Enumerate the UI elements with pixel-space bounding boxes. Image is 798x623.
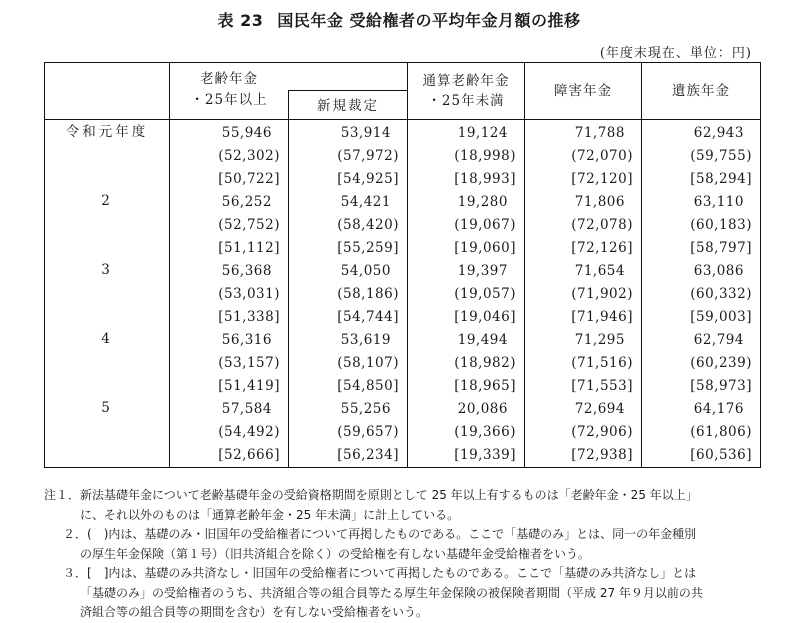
cell-tsusan-kiso-no-kyosai: [19,060] xyxy=(454,240,516,256)
cell-tsusan-all: 19,280 xyxy=(457,194,508,210)
cell-survivor-kiso-no-kyosai: [58,973] xyxy=(690,378,752,394)
cell-disability-kiso-no-kyosai: [72,120] xyxy=(571,171,633,187)
unit-note: (年度末現在、単位：円) xyxy=(599,46,752,61)
cell-disability-all: 72,694 xyxy=(574,401,625,417)
cell-disability-kiso-only: (72,070) xyxy=(571,148,633,164)
cell-survivor-all: 64,176 xyxy=(693,401,744,417)
survivor-column xyxy=(642,120,761,468)
footnote-text: 新法基礎年金について老齢基礎年金の受給資格期間を原則として 25 年以上有するものは「老齢年金・25 年以上」 xyxy=(80,488,698,502)
footnote-line xyxy=(44,525,774,545)
cell-survivor-kiso-only: (60,239) xyxy=(690,355,752,371)
cell-old-age-all: 55,946 xyxy=(221,125,272,141)
cell-new-award-kiso-no-kyosai: [54,925] xyxy=(337,171,399,187)
footnote-line xyxy=(44,584,774,604)
cell-survivor-kiso-only: (59,755) xyxy=(690,148,752,164)
year-label: 4 xyxy=(101,331,113,347)
disability-column xyxy=(525,120,642,468)
cell-old-age-all: 56,252 xyxy=(221,194,272,210)
table-number: 表 23 xyxy=(217,11,264,30)
header-old-age-line2: ・25年以上 xyxy=(190,92,268,108)
cell-new-award-kiso-only: (59,657) xyxy=(337,424,399,440)
cell-tsusan-all: 19,494 xyxy=(457,332,508,348)
cell-new-award-kiso-no-kyosai: [55,259] xyxy=(337,240,399,256)
cell-disability-kiso-only: (72,906) xyxy=(571,424,633,440)
cell-old-age-kiso-no-kyosai: [50,722] xyxy=(218,171,280,187)
header-tsusan-line2: ・25年未満 xyxy=(427,93,505,109)
header-disability: 障害年金 xyxy=(525,63,642,120)
footnote-text: [ ]内は、基礎のみ共済なし・旧国年の受給権者について再掲したものである。ここで「基礎のみ共済なし」とは xyxy=(87,566,697,580)
cell-disability-kiso-no-kyosai: [72,938] xyxy=(571,447,633,463)
cell-new-award-kiso-only: (58,107) xyxy=(337,355,399,371)
header-row xyxy=(45,63,761,120)
cell-survivor-all: 62,943 xyxy=(693,125,744,141)
header-old-age xyxy=(170,63,408,120)
cell-survivor-all: 63,086 xyxy=(693,263,744,279)
cell-survivor-kiso-no-kyosai: [59,003] xyxy=(690,309,752,325)
year-label: 5 xyxy=(101,400,113,416)
footnote-line xyxy=(44,603,774,623)
cell-disability-kiso-only: (71,902) xyxy=(571,286,633,302)
cell-disability-all: 71,295 xyxy=(574,332,625,348)
header-tsusan-line1: 通算老齢年金 xyxy=(422,73,510,89)
year-column xyxy=(45,120,170,468)
cell-old-age-all: 56,368 xyxy=(221,263,272,279)
cell-new-award-kiso-only: (58,420) xyxy=(337,217,399,233)
cell-new-award-kiso-no-kyosai: [54,744] xyxy=(337,309,399,325)
cell-tsusan-kiso-only: (18,998) xyxy=(454,148,516,164)
cell-disability-all: 71,806 xyxy=(574,194,625,210)
footnote-label: ２． xyxy=(63,527,88,541)
cell-new-award-kiso-only: (58,186) xyxy=(337,286,399,302)
cell-old-age-kiso-only: (53,157) xyxy=(218,355,280,371)
cell-old-age-kiso-only: (53,031) xyxy=(218,286,280,302)
cell-old-age-kiso-no-kyosai: [51,112] xyxy=(218,240,280,256)
cell-old-age-kiso-no-kyosai: [51,338] xyxy=(218,309,280,325)
cell-old-age-kiso-only: (52,302) xyxy=(218,148,280,164)
header-year xyxy=(45,63,170,120)
header-old-age-line1: 老齢年金 xyxy=(200,71,258,87)
body-row xyxy=(45,120,761,468)
footnote-text: 済組合等の組合員等の期間を含む）を有しない受給権者をいう。 xyxy=(80,605,429,619)
cell-tsusan-all: 19,124 xyxy=(457,125,508,141)
footnote-line xyxy=(44,545,774,565)
footnote-line xyxy=(44,564,774,584)
footnote-text: に、それ以外のものは「通算老齢年金・25 年未満」に計上している。 xyxy=(80,507,460,522)
cell-tsusan-kiso-only: (18,982) xyxy=(454,355,516,371)
cell-new-award-all: 53,914 xyxy=(340,125,391,141)
footnote-text: 「基礎のみ」の受給権者のうち、共済組合等の組合員等たる厚生年金保険の被保険者期間（平成 27 年９月以前の共 xyxy=(80,585,703,600)
footnote-label: ３． xyxy=(63,566,88,580)
footnote-line xyxy=(44,506,774,526)
header-tsusan xyxy=(408,63,525,120)
pension-table xyxy=(44,62,761,468)
cell-disability-kiso-only: (71,516) xyxy=(571,355,633,371)
cell-survivor-kiso-only: (61,806) xyxy=(690,424,752,440)
cell-old-age-all: 57,584 xyxy=(221,401,272,417)
cell-tsusan-kiso-only: (19,366) xyxy=(454,424,516,440)
tsusan-column xyxy=(408,120,525,468)
cell-new-award-all: 54,421 xyxy=(340,194,391,210)
table-title-text: 国民年金 受給権者の平均年金月額の推移 xyxy=(277,11,581,30)
header-survivor: 遺族年金 xyxy=(642,63,761,120)
cell-old-age-kiso-only: (52,752) xyxy=(218,217,280,233)
cell-new-award-all: 54,050 xyxy=(340,263,391,279)
cell-old-age-kiso-only: (54,492) xyxy=(218,424,280,440)
cell-tsusan-all: 20,086 xyxy=(457,401,508,417)
cell-new-award-all: 55,256 xyxy=(340,401,391,417)
table-title xyxy=(0,8,798,31)
cell-survivor-all: 63,110 xyxy=(693,194,744,210)
cell-survivor-kiso-only: (60,183) xyxy=(690,217,752,233)
year-label: 2 xyxy=(101,193,113,209)
cell-disability-kiso-no-kyosai: [72,126] xyxy=(571,240,633,256)
cell-new-award-kiso-only: (57,972) xyxy=(337,148,399,164)
footnote-label: 注１． xyxy=(44,488,81,502)
cell-survivor-kiso-no-kyosai: [60,536] xyxy=(690,447,752,463)
year-label: 3 xyxy=(101,262,113,278)
year-label: 令和元年度 xyxy=(65,124,149,140)
cell-disability-all: 71,654 xyxy=(574,263,625,279)
footnote-text: の厚生年金保険（第１号）（旧共済組合を除く）の受給権を有しない基礎年金受給権者をいう。 xyxy=(80,546,591,561)
cell-survivor-kiso-no-kyosai: [58,294] xyxy=(690,171,752,187)
cell-tsusan-kiso-no-kyosai: [19,339] xyxy=(454,447,516,463)
cell-new-award-all: 53,619 xyxy=(340,332,391,348)
cell-old-age-kiso-no-kyosai: [52,666] xyxy=(218,447,280,463)
cell-survivor-kiso-only: (60,332) xyxy=(690,286,752,302)
footnote-text: ( )内は、基礎のみ・旧国年の受給権者について再掲したものである。ここで「基礎のみ」とは、同一の年金種別 xyxy=(87,527,697,541)
footnotes xyxy=(44,486,774,623)
cell-old-age-kiso-no-kyosai: [51,419] xyxy=(218,378,280,394)
cell-old-age-all: 56,316 xyxy=(221,332,272,348)
cell-survivor-all: 62,794 xyxy=(693,332,744,348)
cell-disability-kiso-no-kyosai: [71,946] xyxy=(571,309,633,325)
cell-tsusan-all: 19,397 xyxy=(457,263,508,279)
footnote-line xyxy=(44,486,774,506)
cell-disability-kiso-only: (72,078) xyxy=(571,217,633,233)
cell-tsusan-kiso-only: (19,067) xyxy=(454,217,516,233)
new-award-column xyxy=(289,120,408,468)
header-new-award: 新規裁定 xyxy=(288,90,407,120)
cell-tsusan-kiso-no-kyosai: [18,993] xyxy=(454,171,516,187)
old-age-column xyxy=(170,120,289,468)
cell-disability-kiso-no-kyosai: [71,553] xyxy=(571,378,633,394)
cell-new-award-kiso-no-kyosai: [54,850] xyxy=(337,378,399,394)
cell-tsusan-kiso-no-kyosai: [19,046] xyxy=(454,309,516,325)
cell-new-award-kiso-no-kyosai: [56,234] xyxy=(337,447,399,463)
cell-survivor-kiso-no-kyosai: [58,797] xyxy=(690,240,752,256)
cell-disability-all: 71,788 xyxy=(574,125,625,141)
cell-tsusan-kiso-only: (19,057) xyxy=(454,286,516,302)
cell-tsusan-kiso-no-kyosai: [18,965] xyxy=(454,378,516,394)
